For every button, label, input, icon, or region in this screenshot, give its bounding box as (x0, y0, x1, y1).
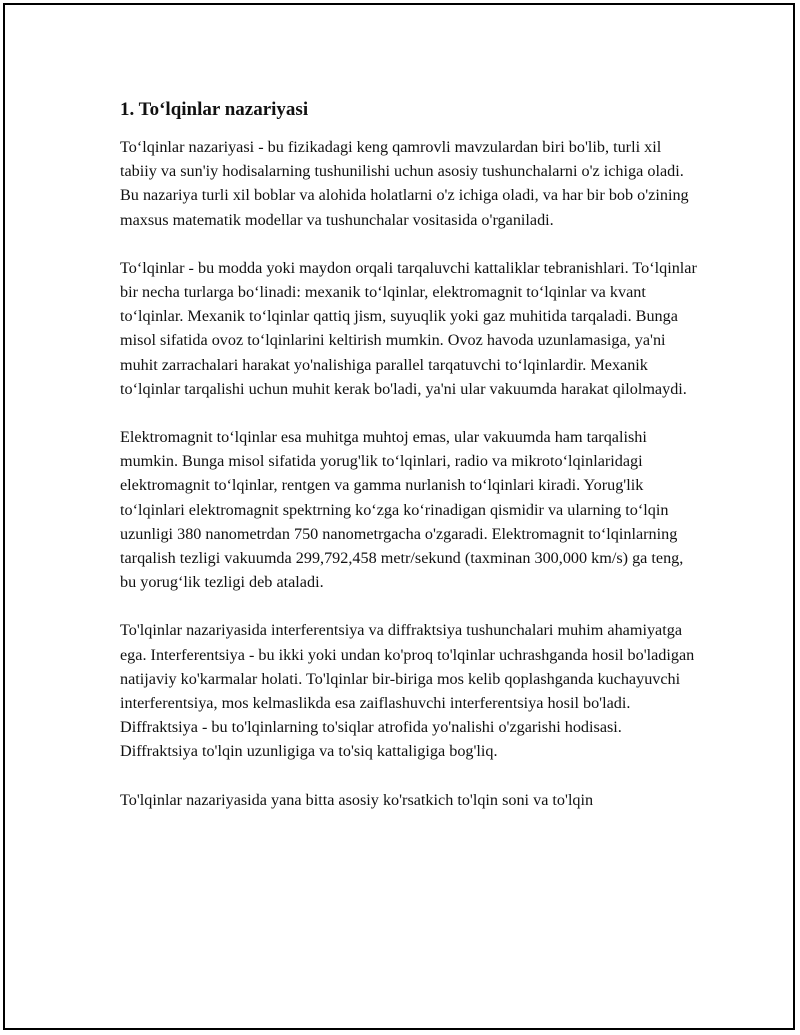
section-heading: 1. To‘lqinlar nazariyasi (120, 99, 309, 120)
document-body (120, 97, 700, 836)
paragraph-introduction: To‘lqinlar nazariyasi - bu fizikadagi keng qamrovli mavzulardan biri bo'lib, turli xil tabiiy va sun'iy hodisalarning tushunilishi uchun asosiy tushunchalarni o'z ichiga oladi. Bu nazariya turli xil boblar va alohida holatlarni o'z ichiga oladi, va har bir bob o'zining maxsus matematik modellar va tushunchalar vositasida o'rganiladi. (120, 138, 689, 229)
paragraph-interference-diffraction: To'lqinlar nazariyasida interferentsiya va diffraktsiya tushunchalari muhim ahamiyatga ega. Interferentsiya - bu ikki yoki undan ko'proq to'lqinlar uchrashganda hosil bo'ladigan natijaviy ko'karmalar holati. To'lqinlar bir-biriga mos kelib qoplashganda kuchayuvchi interferentsiya, mos kelmaslikda esa zaiflashuvchi interferentsiya hosil bo'ladi. Diffraktsiya - bu to'lqinlarning to'siqlar atrofida yo'nalishi o'zgarishi hodisasi. Diffraktsiya to'lqin uzunligiga va to'siq kattaligiga bog'liq. (120, 621, 695, 761)
paragraph-electromagnetic-waves: Elektromagnit to‘lqinlar esa muhitga muhtoj emas, ular vakuumda ham tarqalishi mumkin. Bunga misol sifatida yorug'lik to‘lqinlari, radio va mikroto‘lqinlaridagi elektromagnit to‘lqinlar, rentgen va gamma nurlanish to‘lqinlari kiradi. Yorug'lik to‘lqinlari elektromagnit spektrning ko‘zga ko‘rinadigan qismidir va ularning to‘lqin uzunligi 380 nanometrdan 750 nanometrgacha o'zgaradi. Elektromagnit to‘lqinlarning tarqalish tezligi vakuumda 299,792,458 metr/sekund (taxminan 300,000 km/s) ga teng, bu yorug‘lik tezligi deb ataladi. (120, 428, 684, 592)
paragraph-wave-number: To'lqinlar nazariyasida yana bitta asosiy ko'rsatkich to'lqin soni va to'lqin (120, 790, 594, 809)
document-page (3, 3, 795, 1030)
paragraph-mechanical-waves: To‘lqinlar - bu modda yoki maydon orqali tarqaluvchi kattaliklar tebranishlari. To‘lqinlar bir necha turlarga bo‘linadi: mexanik to‘lqinlar, elektromagnit to‘lqinlar va kvant to‘lqinlar. Mexanik to‘lqinlar qattiq jism, suyuqlik yoki gaz muhitida tarqaladi. Bunga misol sifatida ovoz to‘lqinlarini keltirish mumkin. Ovoz havoda uzunlamasiga, ya'ni muhit zarrachalari harakat yo'nalishiga parallel tarqatuvchi to‘lqinlardir. Mexanik to‘lqinlar tarqalishi uchun muhit kerak bo'ladi, ya'ni ular vakuumda harakat qilolmaydi. (120, 258, 697, 398)
